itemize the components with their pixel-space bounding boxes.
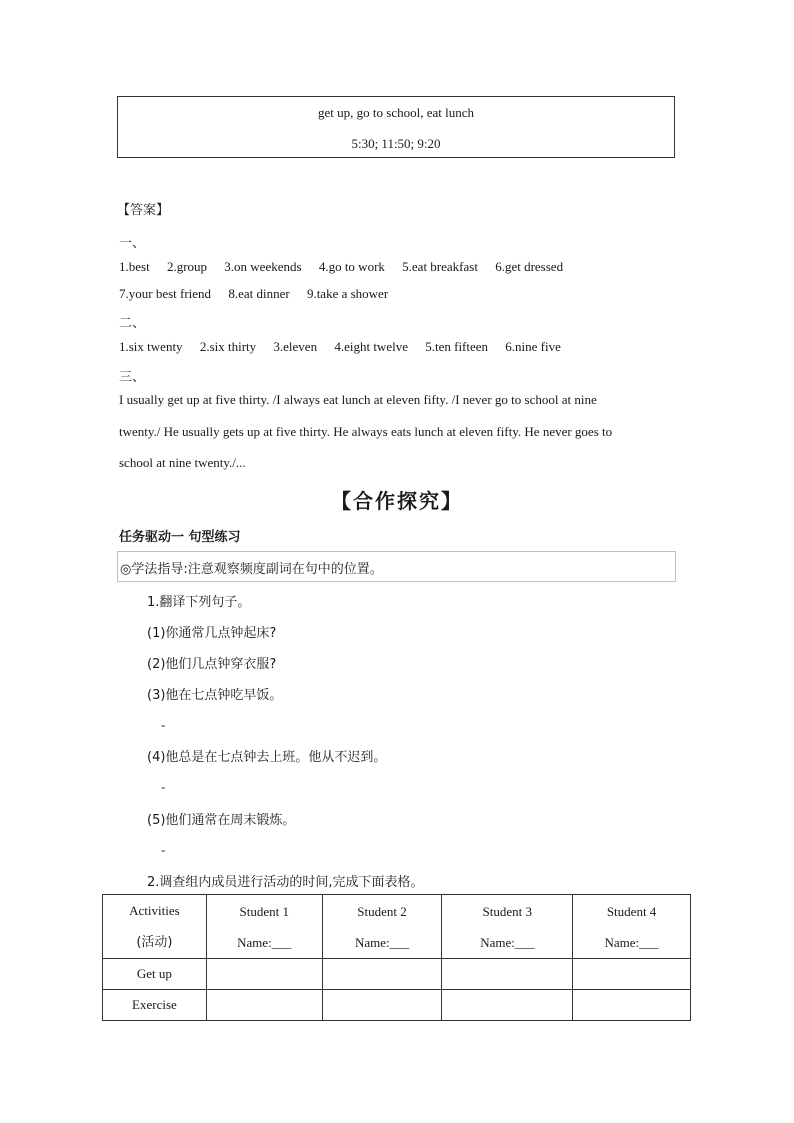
part3-line1: I usually get up at five thirty. /I always eat lunch at eleven fifty. /I never go to school at nine [119,392,597,407]
section-title: 【合作探究】 [331,489,463,513]
word-box [117,96,675,158]
exercise1-q1: (1)你通常几点钟起床? [147,626,277,641]
table-cell[interactable] [322,959,442,990]
part3-line3: school at nine twenty./... [119,455,246,470]
answer-item: 3.on weekends [224,259,302,274]
header-student-4 [573,895,691,959]
answer-item: 4.go to work [318,259,385,274]
part2-label: 二、 [119,316,146,331]
table-row [103,990,691,1021]
table-row [103,959,691,990]
answer-item: 5.ten fifteen [425,339,489,354]
answer-item: 6.get dressed [495,259,564,274]
answers-heading: 【答案】 [117,203,170,218]
header-student-3 [442,895,573,959]
part2-row1 [119,339,575,355]
student-label: Student 4 [606,903,657,919]
exercise1-title: 1.翻译下列句子。 [147,595,251,610]
header-student-1 [206,895,322,959]
table-cell[interactable] [573,990,691,1021]
word-box-line1: get up, go to school, eat lunch [318,105,474,120]
header-activities [103,895,207,959]
row-label-exercise: Exercise [103,990,207,1021]
answer-item: 5.eat breakfast [402,259,478,274]
answer-blank: - [161,717,166,732]
student-label: Student 1 [239,903,289,919]
answer-item: 6.nine five [505,339,561,354]
table-cell[interactable] [573,959,691,990]
answer-item: 7.your best friend [119,286,212,301]
study-guide-text: ◎学法指导:注意观察频度副词在句中的位置。 [120,562,383,577]
answer-item: 8.eat dinner [228,286,290,301]
answer-blank: - [161,779,166,794]
survey-table [102,894,691,1021]
exercise2-title: 2.调查组内成员进行活动的时间,完成下面表格。 [147,875,424,890]
answer-item: 3.eleven [273,339,318,354]
exercise1-q4: (4)他总是在七点钟去上班。他从不迟到。 [147,750,387,765]
answer-item: 2.six thirty [199,339,257,354]
header-activities-cn: (活动) [136,935,173,950]
answer-item: 1.best [119,259,150,274]
table-cell[interactable] [442,990,573,1021]
table-cell[interactable] [322,990,442,1021]
header-activities-en: Activities [129,903,180,918]
student-label: Student 3 [482,903,533,919]
answer-item: 1.six twenty [119,339,183,354]
answer-item: 2.group [166,259,208,274]
word-box-line2: 5:30; 11:50; 9:20 [351,136,441,151]
answer-blank: - [161,842,166,857]
answer-item: 9.take a shower [306,286,389,301]
row-label-get-up: Get up [103,959,207,990]
study-guide-box [117,551,676,582]
part3-label: 三、 [119,370,146,385]
part1-label: 一、 [119,236,146,251]
student-label: Student 2 [357,903,407,919]
table-header-row [103,895,691,959]
exercise1-q2: (2)他们几点钟穿衣服? [147,657,277,672]
name-blank[interactable]: Name:___ [237,934,292,950]
task-heading: 任务驱动一 句型练习 [119,530,241,545]
table-cell[interactable] [442,959,573,990]
answer-item: 4.eight twelve [334,339,408,354]
exercise1-q5: (5)他们通常在周末锻炼。 [147,813,296,828]
part3-line2: twenty./ He usually gets up at five thirty. He always eats lunch at eleven fifty. He never goes to [119,424,613,439]
header-student-2 [322,895,442,959]
exercise1-q3: (3)他在七点钟吃早饭。 [147,688,283,703]
part1-row1 [119,259,577,275]
table-cell[interactable] [206,990,322,1021]
name-blank[interactable]: Name:___ [604,934,659,950]
name-blank[interactable]: Name:___ [480,934,535,950]
name-blank[interactable]: Name:___ [354,934,410,950]
part1-row2 [119,286,402,302]
table-cell[interactable] [206,959,322,990]
